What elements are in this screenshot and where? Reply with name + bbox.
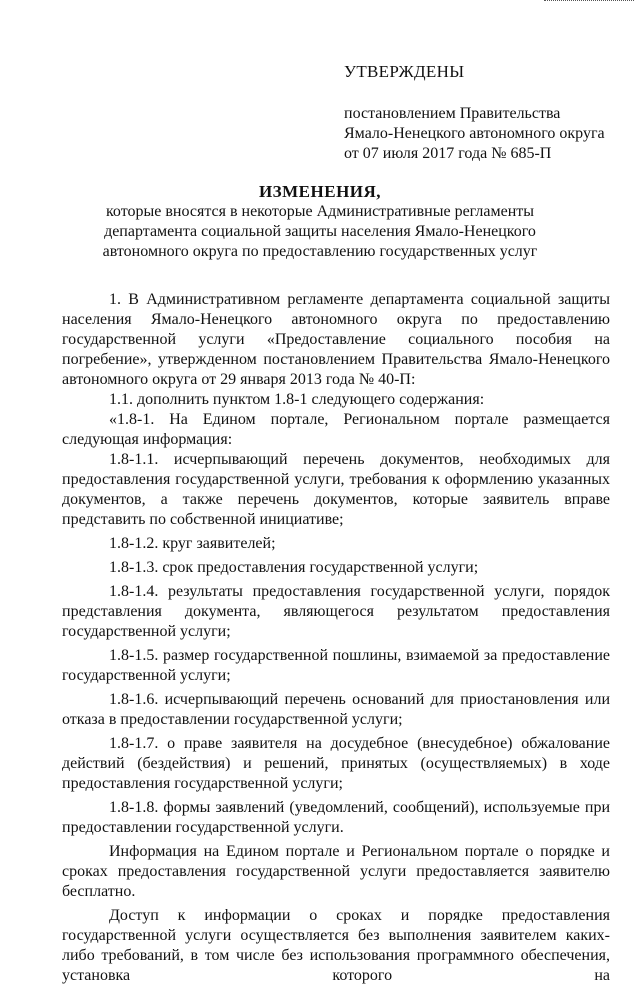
- approval-line: Ямало-Ненецкого автономного округа: [344, 125, 605, 142]
- approval-line: от 07 июля 2017 года № 685-П: [344, 145, 552, 162]
- document-title-block: [40, 182, 600, 262]
- document-subtitle-line: автономного округа по предоставлению государственных услуг: [102, 243, 538, 260]
- body-paragraph: 1.8-1.8. формы заявлений (уведомлений, сообщений), используемые при предоставлении государственной услуги.: [62, 799, 610, 836]
- body-paragraph: Доступ к информации о сроках и порядке предоставления государственной услуги осуществляется без выполнения заявителем каких-либо требований, в том числе без использования программного обеспечения, установка которого на: [62, 907, 610, 984]
- body-paragraph: 1. В Административном регламенте департамента социальной защиты населения Ямало-Ненецкого автономного округа по предоставлению государственной услуги «Предоставление социального пособия на погребение», утвержденном постановлением Правительства Ямало-Ненецкого автономного округа от 29 января 2013 года № 40-П:: [62, 291, 610, 388]
- body-paragraph: 1.1. дополнить пунктом 1.8-1 следующего содержания:: [109, 391, 485, 408]
- body-paragraph: 1.8-1.6. исчерпывающий перечень оснований для приостановления или отказа в предоставлении государственной услуги;: [62, 691, 610, 728]
- scan-edge-mark: [544, 0, 634, 4]
- approval-stamp-block: [344, 62, 634, 164]
- body-paragraph: «1.8-1. На Едином портале, Региональном портале размещается следующая информация:: [62, 411, 610, 448]
- body-paragraph: 1.8-1.5. размер государственной пошлины, взимаемой за предоставление государственной услуги;: [62, 647, 610, 684]
- body-paragraph: 1.8-1.2. круг заявителей;: [109, 535, 276, 552]
- document-subtitle-line: которые вносятся в некоторые Административные регламенты: [105, 203, 535, 220]
- body-paragraph: 1.8-1.1. исчерпывающий перечень документов, необходимых для предоставления государственной услуги, требования к оформлению указанных документов, а также перечень документов, которые заявитель вправе представить по собственной инициативе;: [62, 451, 610, 528]
- document-body: [62, 290, 610, 986]
- body-paragraph: 1.8-1.3. срок предоставления государственной услуги;: [109, 559, 479, 576]
- document-subtitle-line: департамента социальной защиты населения Ямало-Ненецкого: [104, 223, 536, 240]
- approval-heading: УТВЕРЖДЕНЫ: [344, 62, 465, 81]
- approval-line: постановлением Правительства: [344, 105, 561, 122]
- document-title: ИЗМЕНЕНИЯ,: [258, 182, 382, 201]
- body-paragraph: 1.8-1.7. о праве заявителя на досудебное (внесудебное) обжалование действий (бездействия) и решений, принятых (осуществляемых) в ходе предоставления государственной услуги;: [62, 735, 610, 792]
- body-paragraph: Информация на Едином портале и Региональном портале о порядке и сроках предоставления государственной услуги предоставляется заявителю бесплатно.: [62, 843, 610, 900]
- body-paragraph: 1.8-1.4. результаты предоставления государственной услуги, порядок представления документа, являющегося результатом предоставления государственной услуги;: [62, 583, 610, 640]
